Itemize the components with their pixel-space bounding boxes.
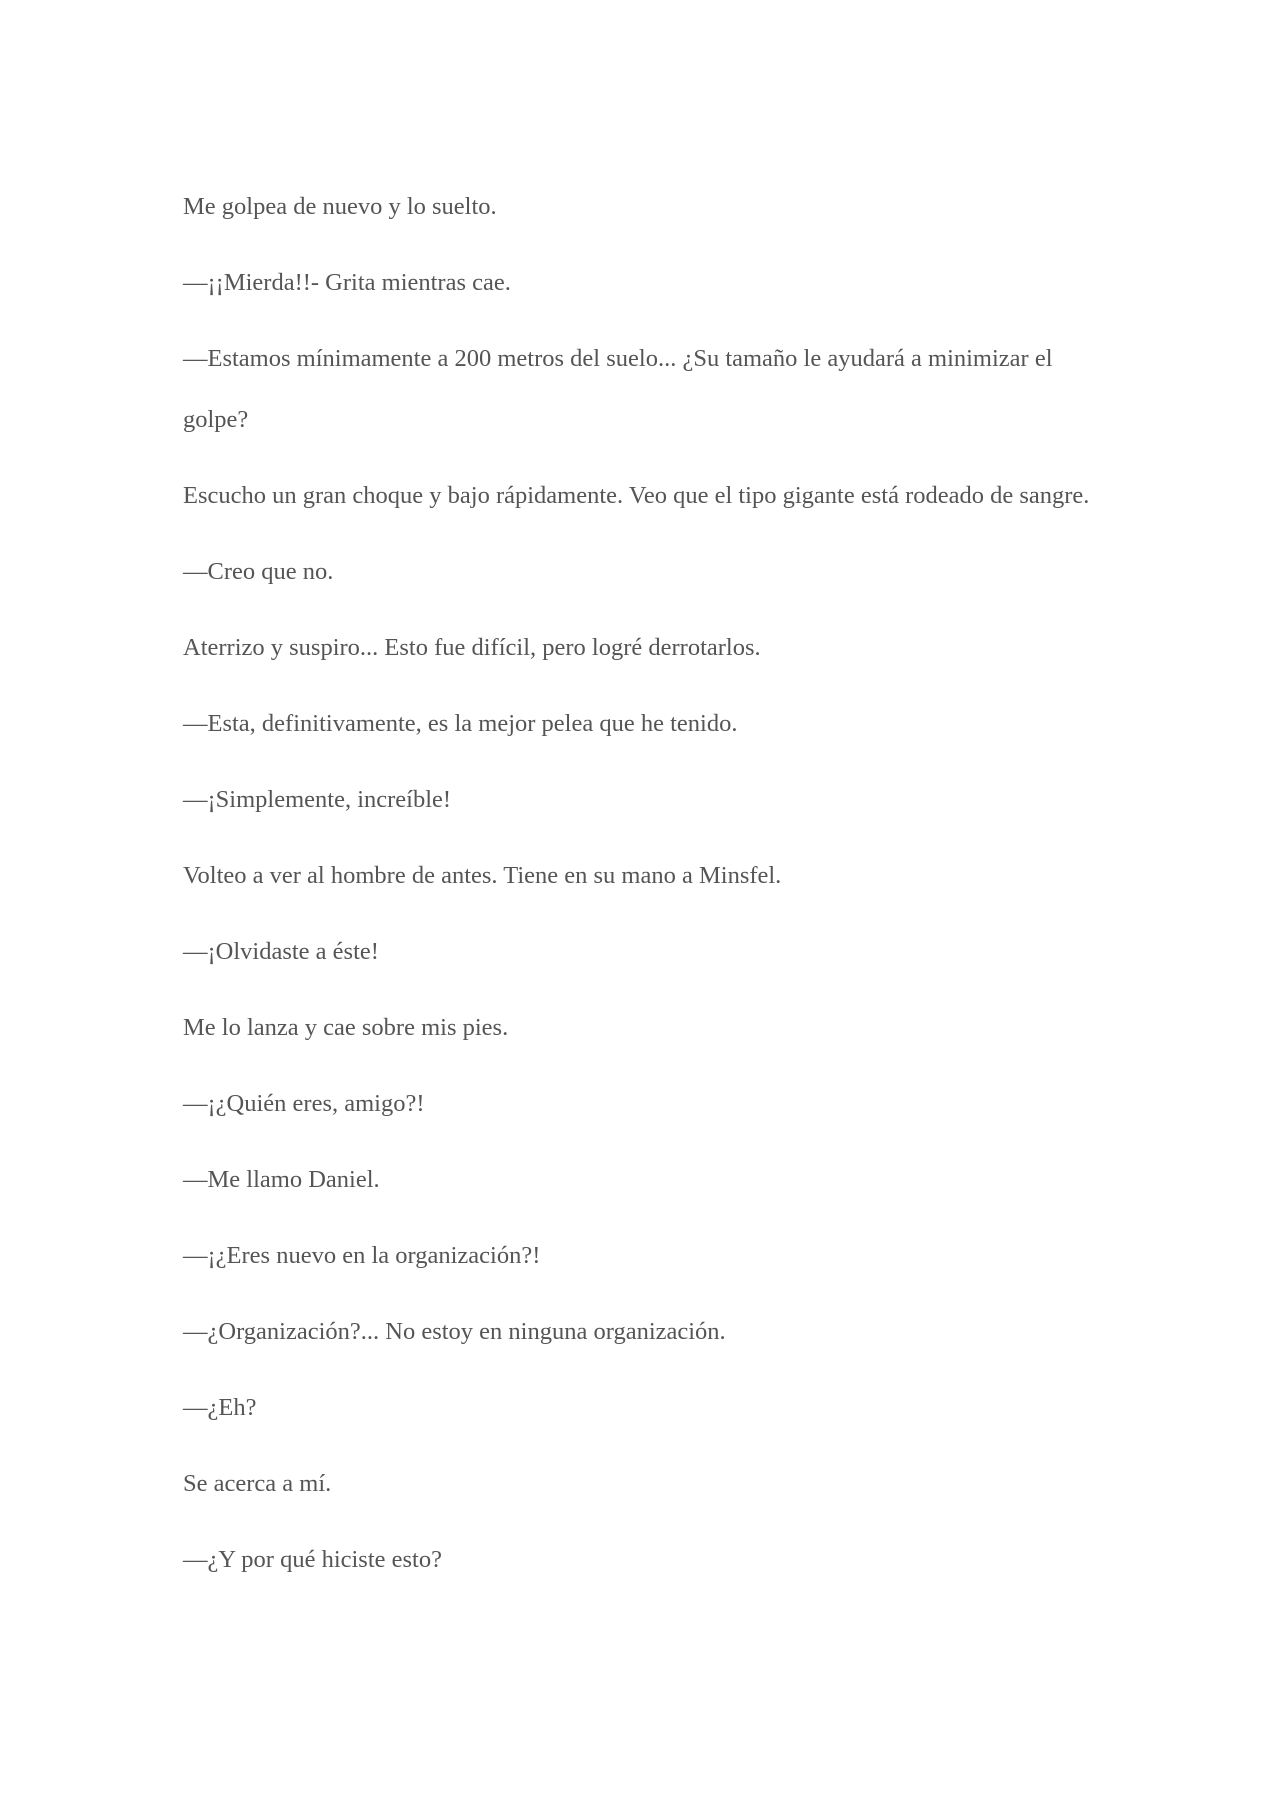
paragraph-9: Volteo a ver al hombre de antes. Tiene en su mano a Minsfel. [183, 862, 782, 889]
paragraph-6: Aterrizo y suspiro... Esto fue difícil, pero logré derrotarlos. [183, 634, 761, 661]
paragraph-12: —¡¿Quién eres, amigo?! [183, 1090, 425, 1117]
paragraph-18: —¿Y por qué hiciste esto? [183, 1546, 442, 1573]
paragraph-16: —¿Eh? [183, 1394, 257, 1421]
paragraph-4: Escucho un gran choque y bajo rápidamente. Veo que el tipo gigante está rodeado de sangre. [183, 482, 1090, 509]
paragraph-7: —Esta, definitivamente, es la mejor pelea que he tenido. [183, 710, 738, 737]
document-page [183, 176, 1103, 1605]
paragraph-17: Se acerca a mí. [183, 1470, 332, 1497]
paragraph-8: —¡Simplemente, increíble! [183, 786, 452, 813]
paragraph-11: Me lo lanza y cae sobre mis pies. [183, 1014, 509, 1041]
paragraph-15: —¿Organización?... No estoy en ninguna organización. [183, 1318, 726, 1345]
paragraph-5: —Creo que no. [183, 558, 334, 585]
paragraph-10: —¡Olvidaste a éste! [183, 938, 379, 965]
paragraph-13: —Me llamo Daniel. [183, 1166, 380, 1193]
paragraph-3: —Estamos mínimamente a 200 metros del suelo... ¿Su tamaño le ayudará a minimizar el golpe? [183, 345, 1053, 433]
paragraph-1: Me golpea de nuevo y lo suelto. [183, 193, 497, 220]
paragraph-14: —¡¿Eres nuevo en la organización?! [183, 1242, 541, 1269]
paragraph-2: —¡¡Mierda!!- Grita mientras cae. [183, 269, 511, 296]
